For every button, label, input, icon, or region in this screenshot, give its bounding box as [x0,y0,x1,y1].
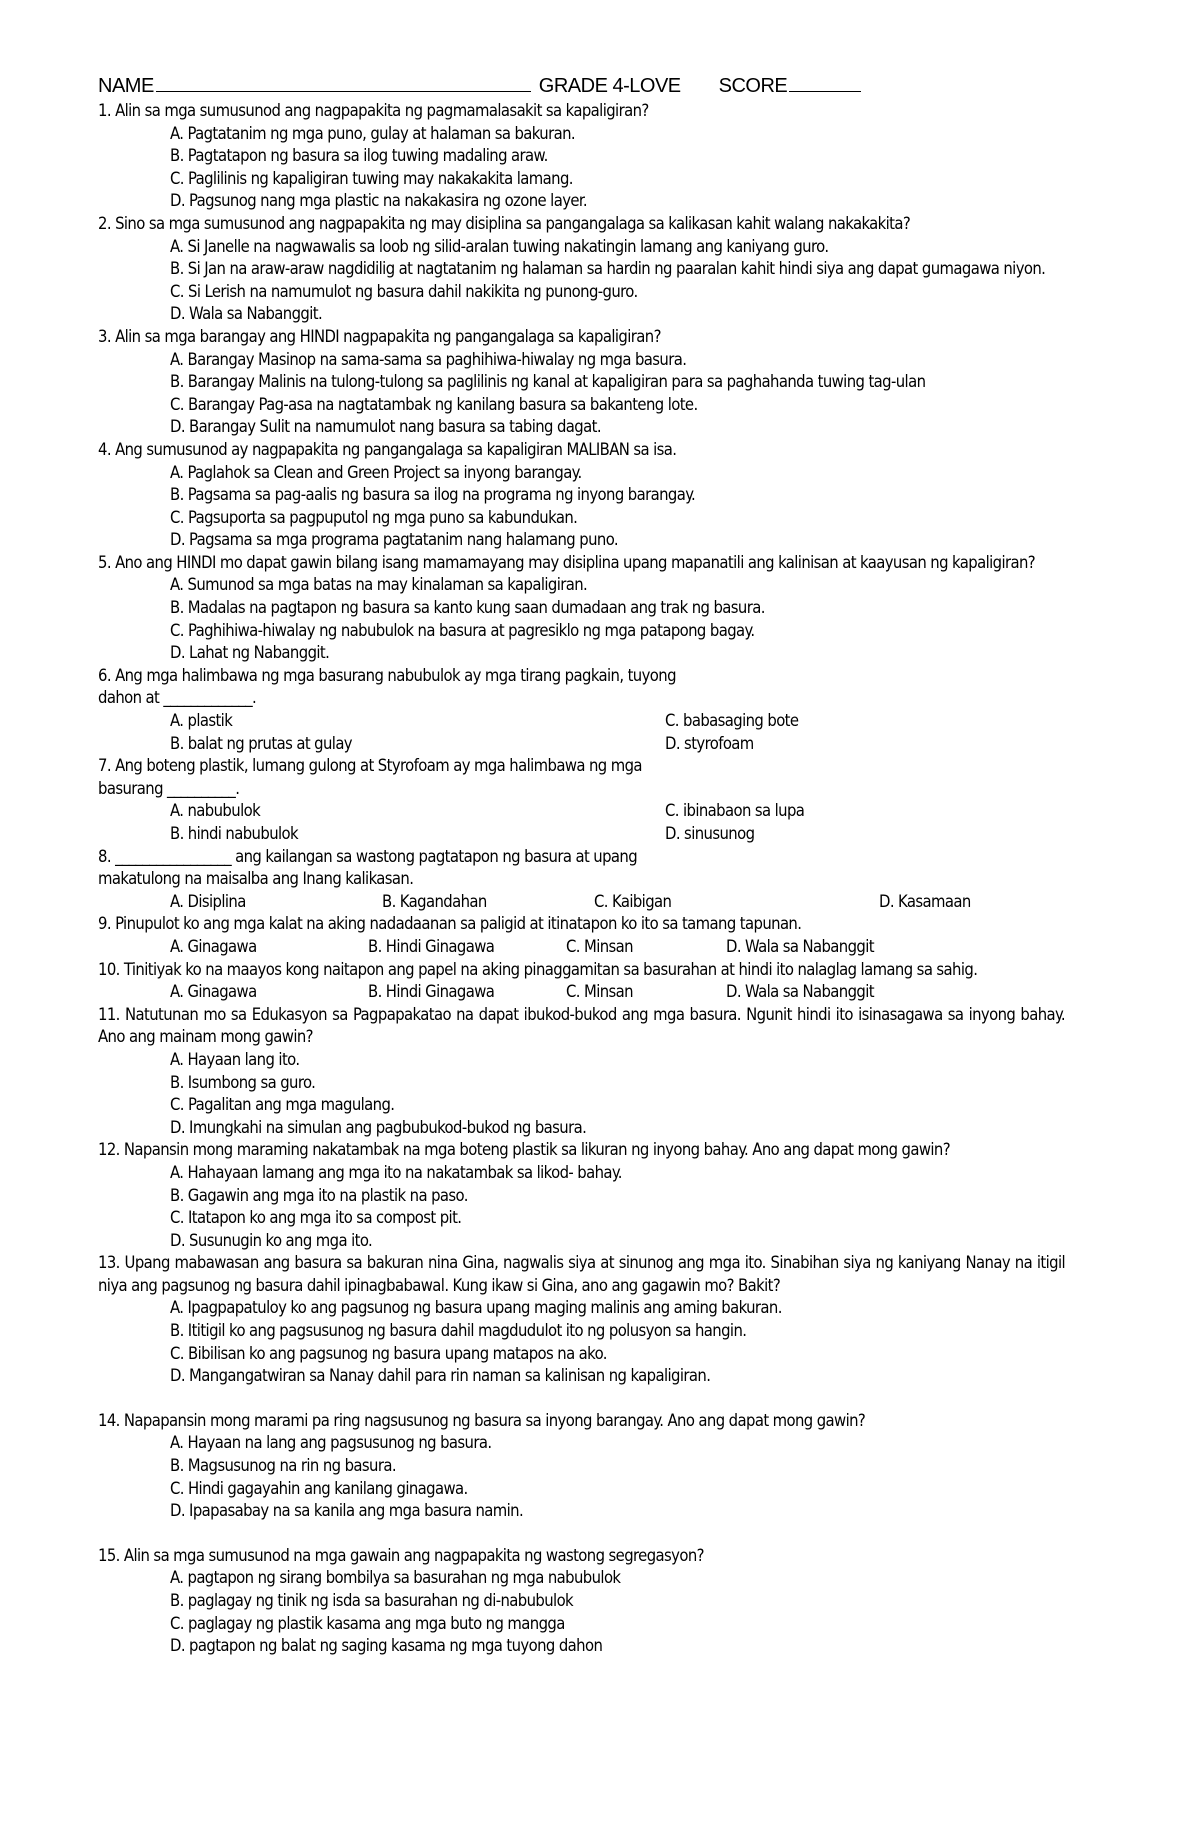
grade-label: GRADE 4-LOVE [538,75,681,97]
question-14 [98,1410,1065,1523]
question-text: 2. Sino sa mga sumusunod ang nagpapakita ng may disiplina sa pangangalaga sa kalikasan kahit walang nakakakita? [98,213,911,233]
question-text: 15. Alin sa mga sumusunod na mga gawain ang nagpapakita ng wastong segregasyon? [98,1545,704,1565]
choice-b: B. Ititigil ko ang pagsusunog ng basura dahil magdudulot ito ng polusyon sa hangin. [170,1321,747,1341]
choice-b: B. Pagsama sa pag-aalis ng basura sa ilog na programa ng inyong barangay. [170,485,696,505]
choice-d: D. Imungkahi na simulan ang pagbubukod-bukod ng basura. [170,1117,587,1137]
question-text: 12. Napansin mong maraming nakatambak na mga boteng plastik sa likuran ng inyong bahay. Ano ang dapat mong gawin? [98,1140,951,1160]
choice-d: D. Wala sa Nabanggit [726,982,874,1002]
question-text-line-2: makatulong na maisalba ang Inang kalikasan. [98,869,414,889]
choice-a: A. Hahayaan lamang ang mga ito na nakatambak sa likod- bahay. [170,1162,622,1182]
choice-d: D. Ipapasabay na sa kanila ang mga basura namin. [170,1501,524,1521]
choice-b: B. Isumbong sa guro. [170,1072,316,1092]
choice-c: C. Hindi gagayahin ang kanilang ginagawa. [170,1478,468,1498]
question-text-line-2: basurang __________. [98,778,240,798]
spacer [98,1523,1065,1545]
choice-a: A. Paglahok sa Clean and Green Project sa inyong barangay. [170,462,582,482]
choice-d: D. Pagsama sa mga programa pagtatanim nang halamang puno. [170,530,618,550]
choice-c: C. Barangay Pag-asa na nagtatambak ng kanilang basura sa bakanteng lote. [170,394,698,414]
choice-b: B. Madalas na pagtapon ng basura sa kanto kung saan dumadaan ang trak ng basura. [170,598,765,618]
question-10 [98,959,1065,1004]
question-text: 3. Alin sa mga barangay ang HINDI nagpapakita ng pangangalaga sa kapaligiran? [98,326,661,346]
choice-a: A. Hayaan lang ito. [170,1049,300,1069]
choice-b: B. balat ng prutas at gulay [170,733,352,753]
question-text-line-1: 7. Ang boteng plastik, lumang gulong at Styrofoam ay mga halimbawa ng mga [98,756,642,776]
choice-a: A. plastik [170,711,233,731]
question-5 [98,552,1065,665]
choice-c: C. Paghihiwa-hiwalay ng nabubulok na basura at pagresiklo ng mga patapong bagay. [170,620,755,640]
spacer [98,1388,1065,1410]
question-text: 1. Alin sa mga sumusunod ang nagpapakita ng pagmamalasakit sa kapaligiran? [98,101,649,120]
choice-a: A. Disiplina [170,891,246,911]
choice-a: A. Sumunod sa mga batas na may kinalaman sa kapaligiran. [170,575,588,595]
choice-c: C. Itatapon ko ang mga ito sa compost pit. [170,1208,462,1228]
choice-a: A. nabubulok [170,801,261,821]
choice-d: D. sinusunog [665,824,755,843]
score-blank-line [789,73,861,92]
choice-c: C. Kaibigan [594,891,672,911]
choice-c: C. Minsan [566,936,633,956]
choice-b: B. hindi nabubulok [170,824,298,843]
choice-a: A. Ginagawa [170,936,257,956]
question-7 [98,755,1065,845]
question-6 [98,665,1065,755]
choice-b: B. Barangay Malinis na tulong-tulong sa paglilinis ng kanal at kapaligiran para sa paghahanda tuwing tag-ulan [170,372,926,392]
question-13 [98,1252,1065,1388]
choice-a: A. Pagtatanim ng mga puno, gulay at halaman sa bakuran. [170,123,576,143]
quiz-header [98,72,1065,100]
choice-a: A. Ginagawa [170,982,257,1002]
question-text: 9. Pinupulot ko ang mga kalat na aking nadadaanan sa paligid at itinatapon ko ito sa tamang tapunan. [98,914,802,934]
question-text: 13. Upang mabawasan ang basura sa bakuran nina Gina, nagwalis siya at sinunog ang mga ito. Sinabihan siya ng kaniyang Nanay na itigil niya ang pagsunog ng basura dahil ipinagbabawal. Kung ikaw si Gina, ano ang gagawin mo? Bakit? [98,1253,1065,1295]
choice-b: B. paglagay ng tinik ng isda sa basurahan ng di-nabubulok [170,1591,574,1610]
choice-a: A. Hayaan na lang ang pagsusunog ng basura. [170,1433,492,1453]
choice-d: D. pagtapon ng balat ng saging kasama ng mga tuyong dahon [170,1636,603,1656]
choice-b: B. Magsusunog na rin ng basura. [170,1456,396,1476]
question-4 [98,439,1065,552]
choice-b: B. Si Jan na araw-araw nagdidilig at nagtatanim ng halaman sa hardin ng paaralan kahit hindi siya ang dapat gumagawa niyon. [170,259,1046,279]
question-11 [98,1004,1065,1140]
choice-b: B. Kagandahan [382,891,487,911]
score-label: SCORE [718,75,788,97]
choice-b: B. Pagtatapon ng basura sa ilog tuwing madaling araw. [170,146,548,166]
question-1 [98,100,1065,213]
question-text: 10. Tinitiyak ko na maayos kong naitapon ang papel na aking pinaggamitan sa basurahan at hindi ito nalaglag lamang sa sahig. [98,959,978,979]
question-12 [98,1139,1065,1252]
question-15 [98,1545,1065,1658]
choice-c: C. Si Lerish na namumulot ng basura dahil nakikita ng punong-guro. [170,281,638,301]
question-text: 4. Ang sumusunod ay nagpapakita ng pangangalaga sa kapaligiran MALIBAN sa isa. [98,439,677,459]
choice-a: A. Barangay Masinop na sama-sama sa paghihiwa-hiwalay ng mga basura. [170,349,687,369]
choice-a: A. pagtapon ng sirang bombilya sa basurahan ng mga nabubulok [170,1568,621,1588]
question-9 [98,913,1065,958]
choice-d: D. Wala sa Nabanggit [726,936,874,956]
choice-c: C. ibinabaon sa lupa [665,801,805,821]
choice-d: D. Susunugin ko ang mga ito. [170,1230,373,1250]
choice-b: B. Hindi Ginagawa [368,982,495,1002]
name-label: NAME [98,75,154,97]
choice-c: C. babasaging bote [665,711,799,731]
choice-c: C. Pagsuporta sa pagpuputol ng mga puno sa kabundukan. [170,507,578,527]
choice-d: D. styrofoam [665,733,754,753]
choice-d: D. Lahat ng Nabanggit. [170,643,330,663]
choice-d: D. Pagsunog nang mga plastic na nakakasira ng ozone layer. [170,191,588,211]
choice-a: A. Si Janelle na nagwawalis sa loob ng silid-aralan tuwing nakatingin lamang ang kaniyang guro. [170,236,829,256]
choice-a: A. Ipagpapatuloy ko ang pagsunog ng basura upang maging malinis ang aming bakuran. [170,1298,782,1318]
question-8 [98,846,1065,914]
question-text: 11. Natutunan mo sa Edukasyon sa Pagpapakatao na dapat ibukod-bukod ang mga basura. Ngunit hindi ito isinasagawa sa inyong bahay. Ano ang mainam mong gawin? [98,1004,1065,1047]
choice-b: B. Hindi Ginagawa [368,936,495,956]
question-text: 5. Ano ang HINDI mo dapat gawin bilang isang mamamayang may disiplina upang mapanatili ang kalinisan at kaayusan ng kapaligiran? [98,552,1036,572]
choice-c: C. paglagay ng plastik kasama ang mga buto ng mangga [170,1613,565,1633]
choice-c: C. Bibilisan ko ang pagsunog ng basura upang matapos na ako. [170,1343,607,1363]
name-blank-line [156,73,531,92]
choice-d: D. Kasamaan [879,891,971,911]
question-text: 14. Napapansin mong marami pa ring nagsusunog ng basura sa inyong barangay. Ano ang dapat mong gawin? [98,1410,866,1430]
choice-c: C. Paglilinis ng kapaligiran tuwing may nakakakita lamang. [170,168,573,188]
choice-d: D. Barangay Sulit na namumulot nang basura sa tabing dagat. [170,417,601,437]
choice-d: D. Wala sa Nabanggit. [170,304,323,324]
choice-d: D. Mangangatwiran sa Nanay dahil para rin naman sa kalinisan ng kapaligiran. [170,1366,711,1386]
choice-c: C. Minsan [566,982,633,1002]
choice-c: C. Pagalitan ang mga magulang. [170,1095,395,1115]
question-text-line-2: dahon at _____________. [98,688,257,708]
choice-b: B. Gagawin ang mga ito na plastik na paso. [170,1185,468,1205]
question-text-line-1: 8. _________________ ang kailangan sa wastong pagtatapon ng basura at upang [98,846,638,866]
question-3 [98,326,1065,439]
question-text-line-1: 6. Ang mga halimbawa ng mga basurang nabubulok ay mga tirang pagkain, tuyong [98,665,676,685]
question-2 [98,213,1065,326]
